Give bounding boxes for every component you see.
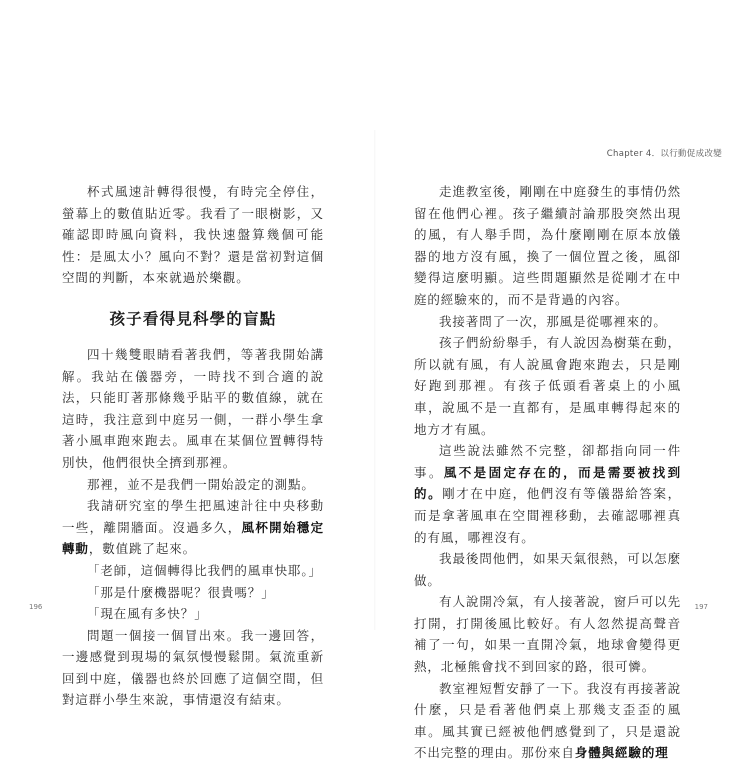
section-heading: 孩子看得見科學的盲點: [109, 309, 277, 328]
page-number: 197: [694, 603, 708, 611]
text-run: ，數值跳了起來。: [88, 541, 197, 557]
dialog-line: 「老師，這個轉得比我們的風車快耶。」: [87, 562, 322, 578]
paragraph: 那裡，並不是我們一開始設定的測點。: [87, 476, 315, 492]
dialog-line: 「那是什麼機器呢？很貴嗎？」: [87, 584, 275, 600]
paragraph: 杯式風速計轉得很慢，有時完全停住，螢幕上的數值貼近零。我看了一眼樹影，又確認即時風向資料，我快速盤算幾個可能性：是風太小？風向不對？還是當初對這個空間的判斷，本來就過於樂觀。: [62, 184, 324, 286]
paragraph: 走進教室後，剛剛在中庭發生的事情仍然留在他們心裡。孩子繼續討論那股突然出現的風，有人舉手問，為什麼剛剛在原本放儀器的地方沒有風，換了一個位置之後，風卻變得這麼明顯。這些問題顯然是從剛才在中庭的經驗來的，而不是背過的內容。: [414, 184, 681, 307]
text-run: 這些說法雖然不完整，卻都指向同一件事。: [414, 443, 681, 480]
paragraph: 孩子們紛紛舉手，有人說因為樹葉在動，所以就有風，有人說風會跑來跑去，只是剛好跑到那裡。有孩子低頭看著桌上的小風車，說風不是一直都有，是風車轉得起來的地方才有風。: [414, 335, 681, 437]
emphasis-text: 身體與經驗的理: [574, 745, 669, 761]
paragraph: 問題一個接一個冒出來。我一邊回答，一邊感覺到現場的氣氛慢慢鬆開。氣流重新回到中庭，儀器也終於回應了這個空間，但對這群小學生來說，事情還沒有結束。: [62, 627, 324, 708]
paragraph: 我最後問他們，如果天氣很熱，可以怎麼做。: [414, 551, 681, 588]
dialog-line: 「現在風有多快？」: [87, 606, 208, 622]
text-run: 剛才在中庭，他們沒有等儀器給答案，而是拿著風車在空間裡移動，去確認哪裡真的有風，哪裡沒有。: [414, 486, 681, 545]
right-page: [375, 0, 750, 761]
paragraph: 有人說開冷氣，有人接著說，窗戶可以先打開，打開後風比較好。有人忽然提高聲音補了一句，如果一直開冷氣，地球會變得更熱，北極熊會找不到回家的路，很可憐。: [414, 594, 681, 675]
left-page: [0, 0, 375, 750]
text-run: 我請研究室的學生把風速計往中央移動一些，離開牆面。沒過多久，: [62, 498, 324, 535]
emphasis-text: 風不是固定存在的，而是需要被找到的。: [414, 464, 681, 502]
paragraph: [414, 440, 681, 548]
paragraph: [62, 495, 324, 560]
left-page-body: [62, 181, 324, 711]
emphasis-text: 風杯開始穩定轉動: [62, 519, 325, 557]
chapter-header: Chapter 4．以行動促成改變: [606, 149, 722, 159]
paragraph: [414, 678, 681, 764]
right-page-body: [414, 181, 681, 764]
page-number: 196: [29, 603, 43, 611]
paragraph: 四十幾雙眼睛看著我們，等著我開始講解。我站在儀器旁，一時找不到合適的說法，只能盯著那條幾乎貼平的數值線，就在這時，我注意到中庭另一側，一群小學生拿著小風車跑來跑去。風車在某個位置轉得特別快，他們很快全擠到那裡。: [62, 346, 324, 470]
paragraph: 我接著問了一次，那風是從哪裡來的。: [439, 313, 667, 329]
text-run: 教室裡短暫安靜了一下。我沒有再接著說什麼，只是看著他們桌上那幾支歪歪的風車。風其實已經被他們感覺到了，只是還說不出完整的理由。那份來自: [414, 680, 681, 761]
